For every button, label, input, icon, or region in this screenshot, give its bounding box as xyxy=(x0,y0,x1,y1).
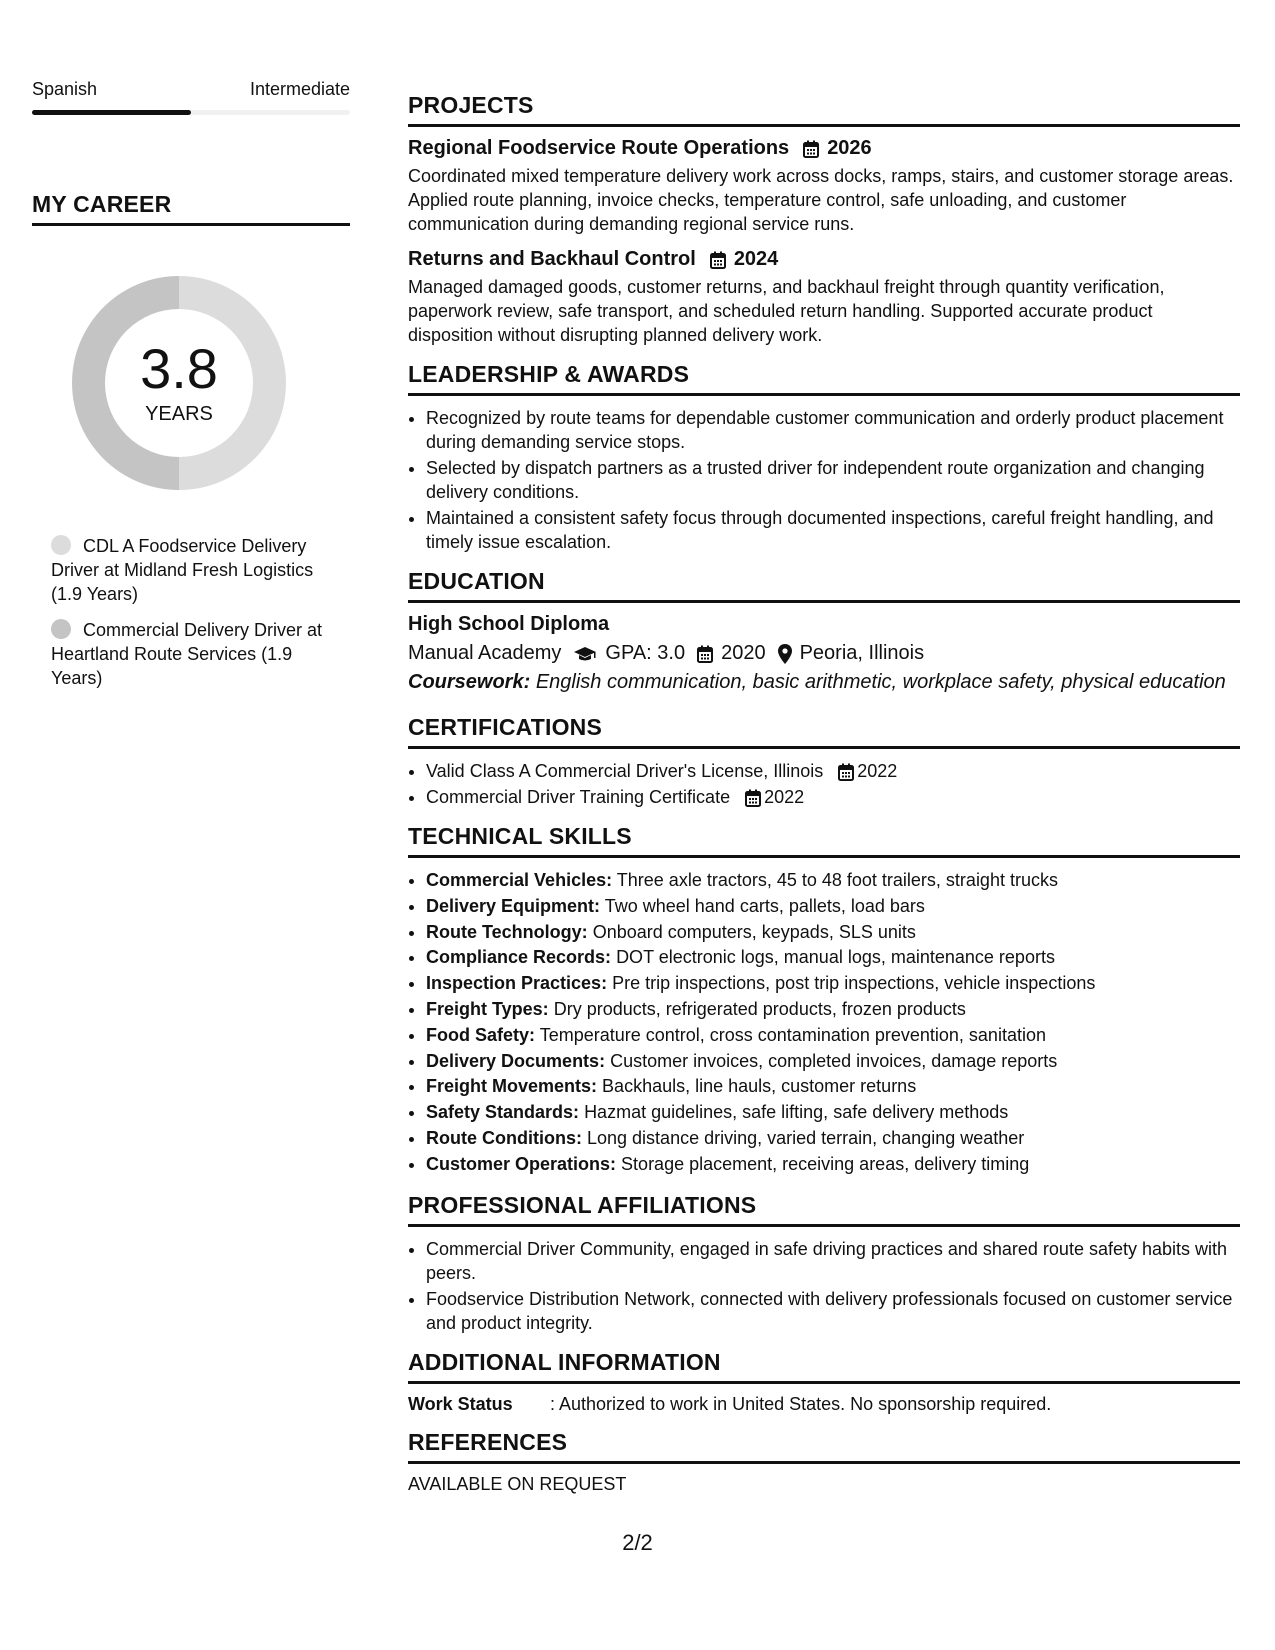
certifications-title: CERTIFICATIONS xyxy=(408,714,1240,749)
skill-value: Customer invoices, completed invoices, damage reports xyxy=(610,1050,1058,1071)
calendar-icon xyxy=(803,140,819,158)
graduation-cap-icon xyxy=(573,645,597,663)
leadership-title: LEADERSHIP & AWARDS xyxy=(408,361,1240,396)
references-section xyxy=(408,1429,1240,1495)
language-proficiency-bar xyxy=(32,110,350,115)
legend-dot-icon xyxy=(51,619,71,639)
certification-year: 2022 xyxy=(764,787,805,807)
school-name: Manual Academy xyxy=(408,642,562,664)
skill-value: Hazmat guidelines, safe lifting, safe delivery methods xyxy=(584,1102,1009,1123)
project-description: Coordinated mixed temperature delivery work across docks, ramps, stairs, and customer storage areas. Applied route planning, invoice checks, temperature control, safe unloading, and customer communication during demanding regional service runs. xyxy=(408,166,1234,234)
work-status xyxy=(408,1394,1240,1415)
list-item: • Recognized by route teams for dependable customer communication and orderly product placement during demanding service stops. xyxy=(426,406,1240,454)
list-item xyxy=(426,945,1240,971)
legend-dot-icon xyxy=(51,535,71,555)
skill-label: Freight Movements: xyxy=(426,1076,598,1097)
affiliations-title: PROFESSIONAL AFFILIATIONS xyxy=(408,1192,1240,1227)
affiliations-list xyxy=(408,1237,1240,1335)
career-legend xyxy=(32,534,333,690)
list-item xyxy=(426,1100,1240,1126)
career-title: MY CAREER xyxy=(32,191,350,226)
work-status-label: Work Status xyxy=(408,1393,513,1414)
leadership-section xyxy=(408,361,1240,554)
list-item: • Foodservice Distribution Network, connected with delivery professionals focused on customer service and product integrity. xyxy=(426,1287,1240,1335)
education-title: EDUCATION xyxy=(408,568,1240,603)
coursework-label: Coursework: xyxy=(408,671,531,693)
certifications-list xyxy=(408,759,1240,809)
certification-name: Commercial Driver Training Certificate xyxy=(426,787,731,807)
calendar-icon xyxy=(710,251,726,269)
total-years: 3.8 xyxy=(140,336,218,400)
graduation-year: 2020 xyxy=(721,642,766,664)
leadership-list xyxy=(408,406,1240,554)
certifications-section xyxy=(408,714,1240,809)
additional-info-section xyxy=(408,1349,1240,1415)
skill-value: DOT electronic logs, manual logs, maintenance reports xyxy=(616,947,1055,968)
skill-value: Temperature control, cross contamination prevention, sanitation xyxy=(539,1024,1046,1045)
skill-value: Backhauls, line hauls, customer returns xyxy=(602,1076,917,1097)
skill-label: Food Safety: xyxy=(426,1024,536,1045)
skill-label: Route Conditions: xyxy=(426,1127,582,1148)
list-item xyxy=(426,894,1240,920)
skill-value: Pre trip inspections, post trip inspections, vehicle inspections xyxy=(612,973,1096,994)
skill-value: Two wheel hand carts, pallets, load bars xyxy=(604,895,925,916)
education-meta xyxy=(408,642,1240,665)
career-job-label: CDL A Foodservice Delivery Driver at Midland Fresh Logistics (1.9 Years) xyxy=(51,536,314,604)
calendar-icon xyxy=(697,645,713,663)
sidebar xyxy=(32,78,350,702)
project-title xyxy=(408,248,1240,271)
list-item xyxy=(426,868,1240,894)
project-description: Managed damaged goods, customer returns, and backhaul freight through quantity verification, paperwork review, safe transport, and scheduled return handling. Supported accurate product disposition without disrupting planned delivery work. xyxy=(408,277,1165,345)
projects-title: PROJECTS xyxy=(408,92,1240,127)
project-title xyxy=(408,137,1240,160)
affiliations-section xyxy=(408,1192,1240,1335)
coursework-list: English communication, basic arithmetic, workplace safety, physical education xyxy=(535,671,1226,693)
list-item xyxy=(426,1023,1240,1049)
skill-label: Compliance Records: xyxy=(426,947,612,968)
project-name: Returns and Backhaul Control xyxy=(408,248,696,270)
main-content xyxy=(408,92,1240,1509)
certification-year: 2022 xyxy=(857,761,898,781)
career-donut-chart xyxy=(66,270,292,496)
list-item xyxy=(426,1049,1240,1075)
list-item xyxy=(426,759,1240,783)
skill-value: Long distance driving, varied terrain, changing weather xyxy=(587,1127,1025,1148)
language-proficiency-fill xyxy=(32,110,191,115)
list-item xyxy=(426,1074,1240,1100)
skill-value: Onboard computers, keypads, SLS units xyxy=(592,921,916,942)
education-section xyxy=(408,568,1240,694)
technical-skills-section xyxy=(408,823,1240,1178)
language-name: Spanish xyxy=(32,79,98,99)
skill-label: Delivery Equipment: xyxy=(426,895,601,916)
additional-info-title: ADDITIONAL INFORMATION xyxy=(408,1349,1240,1384)
skill-label: Customer Operations: xyxy=(426,1153,617,1174)
location-pin-icon xyxy=(778,644,792,664)
career-job-label: Commercial Delivery Driver at Heartland Route Services (1.9 Years) xyxy=(51,620,323,688)
calendar-icon xyxy=(838,763,854,781)
degree: High School Diploma xyxy=(408,613,610,635)
list-item: • Selected by dispatch partners as a trusted driver for independent route organization and changing delivery conditions. xyxy=(426,456,1240,504)
project-year: 2026 xyxy=(827,137,872,159)
technical-skills-list xyxy=(408,868,1240,1178)
gpa: GPA: 3.0 xyxy=(605,642,686,664)
project-year: 2024 xyxy=(733,248,779,270)
work-status-value: : Authorized to work in United States. No sponsorship required. xyxy=(550,1393,1052,1414)
skill-value: Storage placement, receiving areas, delivery timing xyxy=(621,1153,1030,1174)
school-location: Peoria, Illinois xyxy=(799,642,925,664)
certification-name: Valid Class A Commercial Driver's License, Illinois xyxy=(426,761,824,781)
skill-label: Commercial Vehicles: xyxy=(426,870,613,890)
skill-label: Safety Standards: xyxy=(426,1102,580,1123)
list-item xyxy=(426,1126,1240,1152)
skill-label: Delivery Documents: xyxy=(426,1050,606,1071)
language-level: Intermediate xyxy=(249,79,350,99)
list-item: • Maintained a consistent safety focus through documented inspections, careful freight handling, and timely issue escalation. xyxy=(426,506,1240,554)
technical-skills-title: TECHNICAL SKILLS xyxy=(408,823,1240,858)
list-item xyxy=(426,785,1240,809)
skill-value: Dry products, refrigerated products, frozen products xyxy=(553,998,966,1019)
career-legend-item xyxy=(51,534,333,606)
list-item xyxy=(426,971,1240,997)
list-item xyxy=(426,920,1240,946)
project-name: Regional Foodservice Route Operations xyxy=(408,137,790,159)
calendar-icon xyxy=(745,789,761,807)
years-unit: YEARS xyxy=(145,402,213,425)
list-item xyxy=(426,997,1240,1023)
coursework xyxy=(408,671,1240,694)
page-number: 2/2 xyxy=(622,1530,653,1555)
list-item xyxy=(426,1152,1240,1178)
career-legend-item xyxy=(51,618,333,690)
skill-label: Freight Types: xyxy=(426,998,549,1019)
list-item: • Commercial Driver Community, engaged in safe driving practices and shared route safety habits with peers. xyxy=(426,1237,1240,1285)
skill-label: Inspection Practices: xyxy=(426,973,608,994)
language-row xyxy=(32,78,350,100)
references-title: REFERENCES xyxy=(408,1429,1240,1464)
skill-label: Route Technology: xyxy=(426,921,588,942)
projects-section xyxy=(408,92,1240,347)
references-text: AVAILABLE ON REQUEST xyxy=(408,1473,627,1494)
skill-value: Three axle tractors, 45 to 48 foot trailers, straight trucks xyxy=(616,870,1058,890)
